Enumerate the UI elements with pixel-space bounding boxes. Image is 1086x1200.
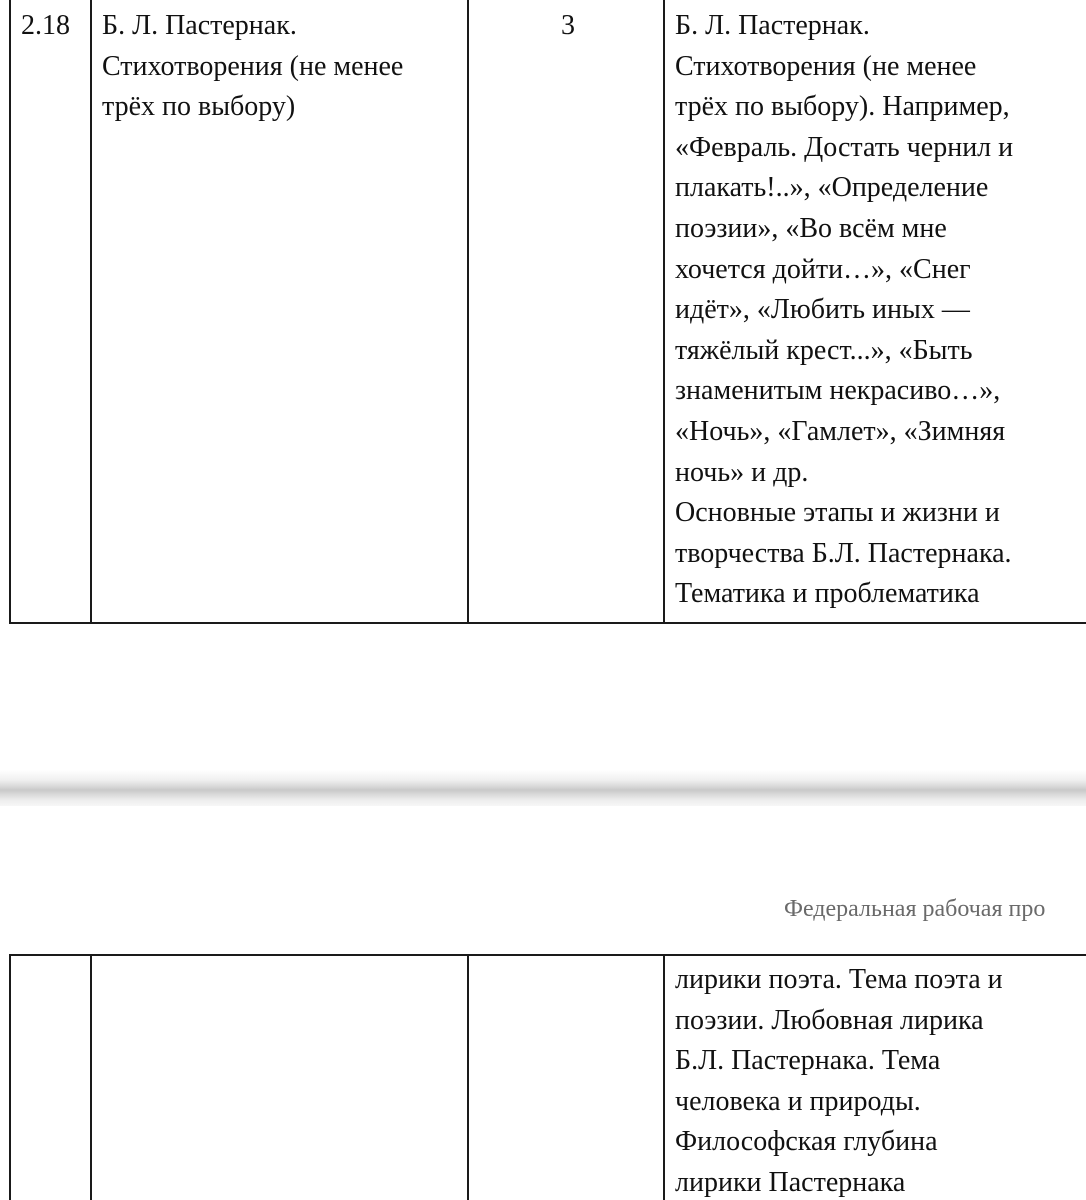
- hours-cell: [468, 955, 664, 1200]
- content-cell: лирики поэта. Тема поэта и поэзии. Любовная лирика Б.Л. Пастернака. Тема человека и природы. Философская глубина лирики Пастернака: [664, 955, 1086, 1200]
- page-separator: [0, 770, 1086, 806]
- running-header: Федеральная рабочая про: [784, 896, 1046, 922]
- topic-cell: [91, 955, 468, 1200]
- row-number-cell: [10, 955, 91, 1200]
- document-page-bottom: [0, 806, 1086, 1200]
- table-row: [10, 955, 1086, 1200]
- content-cell: Б. Л. Пастернак. Стихотворения (не менее трёх по выбору). Например, «Февраль. Достать чернил и плакать!..», «Определение поэзии», «Во всём мне хочется дойти…», «Снег идёт», «Любить иных — тяжёлый крест...», «Быть знаменитым некрасиво…», «Ночь», «Гамлет», «Зимняя ночь» и др. Основные этапы и жизни и творчества Б.Л. Пастернака. Тематика и проблематика: [664, 0, 1086, 623]
- program-table-bottom: [9, 954, 1086, 1200]
- program-table-top: [9, 0, 1086, 624]
- row-number-cell: 2.18: [10, 0, 91, 623]
- hours-cell: 3: [468, 0, 664, 623]
- topic-cell: Б. Л. Пастернак. Стихотворения (не менее трёх по выбору): [91, 0, 468, 623]
- table-row: [10, 0, 1086, 623]
